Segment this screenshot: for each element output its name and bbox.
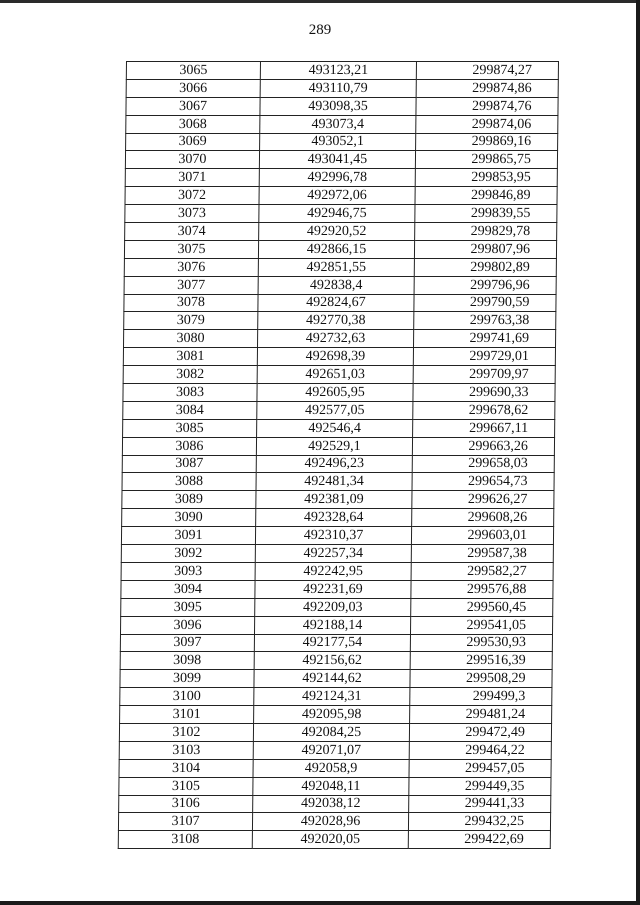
- point-number-cell: 3088: [122, 473, 256, 491]
- y-coordinate-cell: 299846,89: [415, 187, 557, 205]
- x-coordinate-cell: 492529,1: [256, 437, 412, 455]
- y-coordinate-cell: 299654,73: [412, 473, 554, 491]
- x-coordinate-cell: 492996,78: [259, 169, 415, 187]
- table-row: [123, 384, 555, 402]
- point-number-cell: 3077: [124, 276, 258, 294]
- table-row: [120, 688, 552, 706]
- y-coordinate-cell: 299499,3: [410, 688, 552, 706]
- x-coordinate-cell: 493073,4: [260, 115, 416, 133]
- table-row: [123, 419, 555, 437]
- x-coordinate-cell: 492209,03: [255, 598, 411, 616]
- y-coordinate-cell: 299530,93: [410, 634, 552, 652]
- table-row: [126, 97, 558, 115]
- x-coordinate-cell: 492824,67: [258, 294, 414, 312]
- x-coordinate-cell: 492920,52: [259, 223, 415, 241]
- point-number-cell: 3081: [123, 348, 257, 366]
- x-coordinate-cell: 492188,14: [254, 616, 410, 634]
- scan-edge-bottom: [0, 901, 640, 905]
- x-coordinate-cell: 492546,4: [257, 419, 413, 437]
- x-coordinate-cell: 493110,79: [260, 79, 416, 97]
- table-row: [125, 223, 557, 241]
- y-coordinate-cell: 299741,69: [413, 330, 555, 348]
- point-number-cell: 3073: [125, 205, 259, 223]
- table-row: [126, 133, 558, 151]
- y-coordinate-cell: 299587,38: [411, 545, 553, 563]
- point-number-cell: 3108: [118, 831, 252, 849]
- table-row: [119, 777, 551, 795]
- y-coordinate-cell: 299869,16: [416, 133, 558, 151]
- point-number-cell: 3100: [120, 688, 254, 706]
- x-coordinate-cell: 492732,63: [257, 330, 413, 348]
- table-row: [121, 562, 553, 580]
- table-row: [124, 258, 556, 276]
- point-number-cell: 3069: [126, 133, 260, 151]
- table-row: [121, 527, 553, 545]
- table-row: [120, 634, 552, 652]
- point-number-cell: 3068: [126, 115, 260, 133]
- y-coordinate-cell: 299829,78: [415, 223, 557, 241]
- point-number-cell: 3070: [125, 151, 259, 169]
- y-coordinate-cell: 299874,76: [416, 97, 558, 115]
- y-coordinate-cell: 299658,03: [412, 455, 554, 473]
- table-row: [122, 437, 554, 455]
- point-number-cell: 3103: [119, 741, 253, 759]
- y-coordinate-cell: 299441,33: [409, 795, 551, 813]
- y-coordinate-cell: 299874,06: [416, 115, 558, 133]
- x-coordinate-cell: 492144,62: [254, 670, 410, 688]
- point-number-cell: 3076: [124, 258, 258, 276]
- x-coordinate-cell: 492020,05: [252, 831, 408, 849]
- point-number-cell: 3089: [122, 491, 256, 509]
- table-row: [124, 312, 556, 330]
- y-coordinate-cell: 299763,38: [414, 312, 556, 330]
- x-coordinate-cell: 492156,62: [254, 652, 410, 670]
- point-number-cell: 3095: [121, 598, 255, 616]
- point-number-cell: 3066: [126, 79, 260, 97]
- point-number-cell: 3065: [126, 62, 260, 80]
- point-number-cell: 3083: [123, 384, 257, 402]
- point-number-cell: 3101: [120, 706, 254, 724]
- y-coordinate-cell: 299541,05: [410, 616, 552, 634]
- x-coordinate-cell: 492048,11: [253, 777, 409, 795]
- y-coordinate-cell: 299560,45: [411, 598, 553, 616]
- table-row: [122, 473, 554, 491]
- table-row: [123, 366, 555, 384]
- x-coordinate-cell: 492577,05: [257, 401, 413, 419]
- table-row: [120, 670, 552, 688]
- y-coordinate-cell: 299608,26: [412, 509, 554, 527]
- coordinates-table-container: [118, 61, 559, 849]
- y-coordinate-cell: 299516,39: [410, 652, 552, 670]
- y-coordinate-cell: 299449,35: [409, 777, 551, 795]
- x-coordinate-cell: 492058,9: [253, 759, 409, 777]
- point-number-cell: 3086: [122, 437, 256, 455]
- scan-edge-top: [0, 0, 640, 3]
- point-number-cell: 3097: [120, 634, 254, 652]
- x-coordinate-cell: 492310,37: [255, 527, 411, 545]
- x-coordinate-cell: 492770,38: [258, 312, 414, 330]
- point-number-cell: 3071: [125, 169, 259, 187]
- x-coordinate-cell: 492838,4: [258, 276, 414, 294]
- y-coordinate-cell: 299796,96: [414, 276, 556, 294]
- x-coordinate-cell: 493098,35: [260, 97, 416, 115]
- table-row: [121, 598, 553, 616]
- y-coordinate-cell: 299874,86: [416, 79, 558, 97]
- point-number-cell: 3105: [119, 777, 253, 795]
- y-coordinate-cell: 299729,01: [413, 348, 555, 366]
- point-number-cell: 3072: [125, 187, 259, 205]
- x-coordinate-cell: 492231,69: [255, 580, 411, 598]
- y-coordinate-cell: 299481,24: [410, 706, 552, 724]
- y-coordinate-cell: 299582,27: [411, 562, 553, 580]
- y-coordinate-cell: 299874,27: [416, 62, 558, 80]
- x-coordinate-cell: 492651,03: [257, 366, 413, 384]
- x-coordinate-cell: 492177,54: [254, 634, 410, 652]
- x-coordinate-cell: 492257,34: [255, 545, 411, 563]
- point-number-cell: 3079: [124, 312, 258, 330]
- y-coordinate-cell: 299603,01: [411, 527, 553, 545]
- x-coordinate-cell: 492851,55: [258, 258, 414, 276]
- x-coordinate-cell: 492972,06: [259, 187, 415, 205]
- x-coordinate-cell: 492328,64: [256, 509, 412, 527]
- point-number-cell: 3090: [122, 509, 256, 527]
- x-coordinate-cell: 492124,31: [254, 688, 410, 706]
- x-coordinate-cell: 492084,25: [253, 723, 409, 741]
- x-coordinate-cell: 492038,12: [253, 795, 409, 813]
- point-number-cell: 3074: [125, 223, 259, 241]
- x-coordinate-cell: 492095,98: [254, 706, 410, 724]
- point-number-cell: 3085: [123, 419, 257, 437]
- table-row: [124, 276, 556, 294]
- x-coordinate-cell: 492866,15: [258, 240, 414, 258]
- table-row: [125, 169, 557, 187]
- scan-edge-right: [636, 0, 640, 905]
- table-row: [122, 491, 554, 509]
- table-row: [120, 706, 552, 724]
- table-row: [119, 759, 551, 777]
- table-row: [123, 401, 555, 419]
- y-coordinate-cell: 299865,75: [415, 151, 557, 169]
- y-coordinate-cell: 299576,88: [411, 580, 553, 598]
- table-row: [123, 348, 555, 366]
- table-row: [121, 545, 553, 563]
- point-number-cell: 3094: [121, 580, 255, 598]
- table-row: [119, 723, 551, 741]
- table-row: [124, 240, 556, 258]
- x-coordinate-cell: 492496,23: [256, 455, 412, 473]
- table-row: [120, 652, 552, 670]
- y-coordinate-cell: 299709,97: [413, 366, 555, 384]
- table-row: [122, 455, 554, 473]
- y-coordinate-cell: 299663,26: [412, 437, 554, 455]
- y-coordinate-cell: 299802,89: [414, 258, 556, 276]
- x-coordinate-cell: 492381,09: [256, 491, 412, 509]
- table-row: [124, 294, 556, 312]
- point-number-cell: 3098: [120, 652, 254, 670]
- point-number-cell: 3093: [121, 562, 255, 580]
- x-coordinate-cell: 492946,75: [259, 205, 415, 223]
- table-row: [126, 115, 558, 133]
- table-row: [121, 580, 553, 598]
- x-coordinate-cell: 492028,96: [252, 813, 408, 831]
- point-number-cell: 3107: [118, 813, 252, 831]
- x-coordinate-cell: 492071,07: [253, 741, 409, 759]
- point-number-cell: 3099: [120, 670, 254, 688]
- table-row: [118, 813, 550, 831]
- table-row: [125, 187, 557, 205]
- x-coordinate-cell: 492481,34: [256, 473, 412, 491]
- x-coordinate-cell: 493041,45: [259, 151, 415, 169]
- point-number-cell: 3092: [121, 545, 255, 563]
- point-number-cell: 3078: [124, 294, 258, 312]
- point-number-cell: 3075: [124, 240, 258, 258]
- coordinates-table-body: [118, 62, 558, 849]
- y-coordinate-cell: 299464,22: [409, 741, 551, 759]
- y-coordinate-cell: 299472,49: [409, 723, 551, 741]
- table-row: [125, 151, 557, 169]
- table-row: [122, 509, 554, 527]
- x-coordinate-cell: 493052,1: [260, 133, 416, 151]
- page-number: 289: [308, 22, 332, 38]
- table-row: [126, 62, 558, 80]
- y-coordinate-cell: 299667,11: [413, 419, 555, 437]
- point-number-cell: 3080: [123, 330, 257, 348]
- table-row: [120, 616, 552, 634]
- x-coordinate-cell: 493123,21: [260, 62, 416, 80]
- table-row: [123, 330, 555, 348]
- y-coordinate-cell: 299422,69: [408, 831, 550, 849]
- y-coordinate-cell: 299839,55: [415, 205, 557, 223]
- point-number-cell: 3082: [123, 366, 257, 384]
- y-coordinate-cell: 299508,29: [410, 670, 552, 688]
- x-coordinate-cell: 492242,95: [255, 562, 411, 580]
- table-row: [125, 205, 557, 223]
- point-number-cell: 3096: [120, 616, 254, 634]
- point-number-cell: 3067: [126, 97, 260, 115]
- y-coordinate-cell: 299678,62: [413, 401, 555, 419]
- y-coordinate-cell: 299457,05: [409, 759, 551, 777]
- y-coordinate-cell: 299626,27: [412, 491, 554, 509]
- y-coordinate-cell: 299432,25: [408, 813, 550, 831]
- table-row: [118, 831, 550, 849]
- y-coordinate-cell: 299853,95: [415, 169, 557, 187]
- table-row: [119, 795, 551, 813]
- x-coordinate-cell: 492605,95: [257, 384, 413, 402]
- y-coordinate-cell: 299690,33: [413, 384, 555, 402]
- point-number-cell: 3106: [119, 795, 253, 813]
- point-number-cell: 3091: [121, 527, 255, 545]
- point-number-cell: 3104: [119, 759, 253, 777]
- coordinates-table: [118, 61, 559, 849]
- point-number-cell: 3084: [123, 401, 257, 419]
- y-coordinate-cell: 299790,59: [414, 294, 556, 312]
- y-coordinate-cell: 299807,96: [414, 240, 556, 258]
- point-number-cell: 3087: [122, 455, 256, 473]
- table-row: [126, 79, 558, 97]
- point-number-cell: 3102: [119, 723, 253, 741]
- x-coordinate-cell: 492698,39: [257, 348, 413, 366]
- table-row: [119, 741, 551, 759]
